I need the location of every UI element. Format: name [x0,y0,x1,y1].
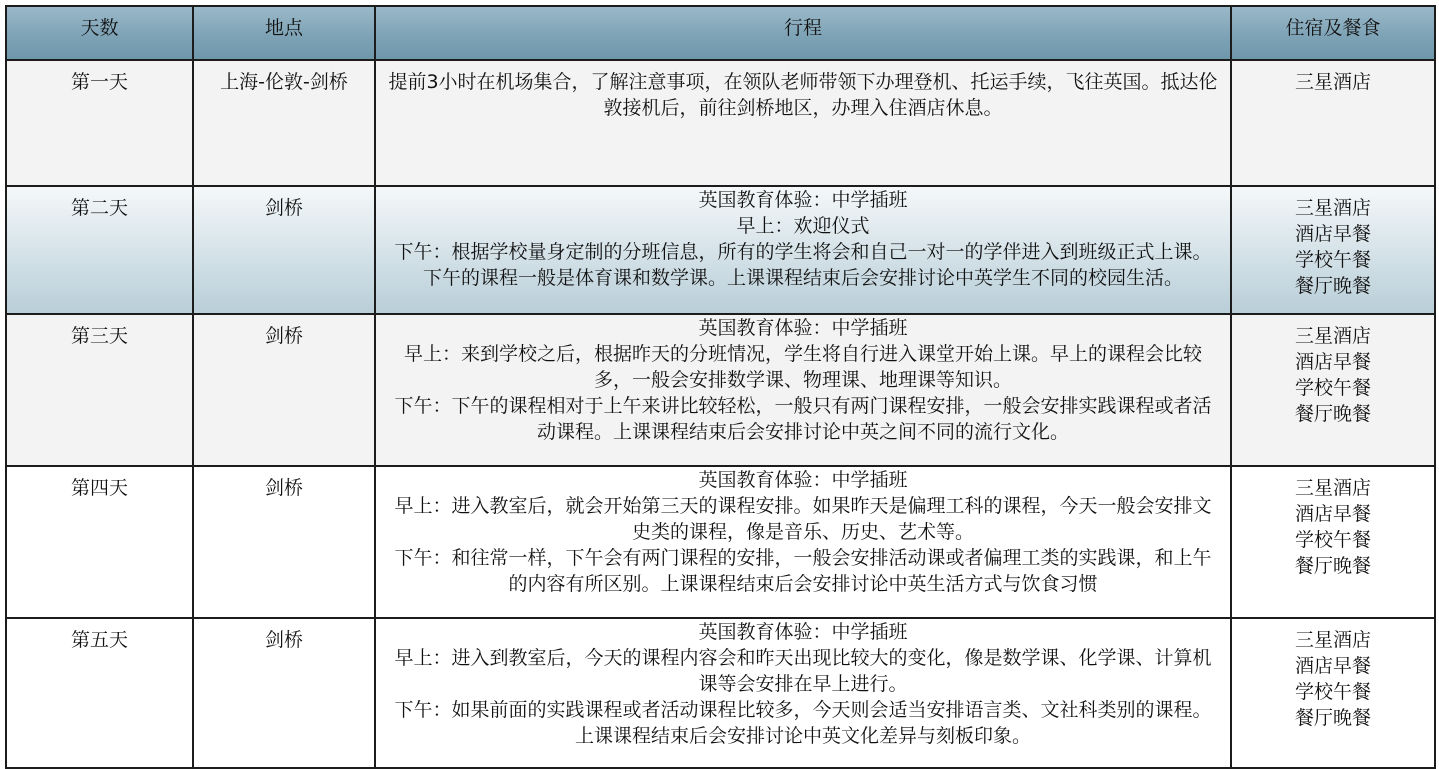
lodging-cell [1231,618,1435,768]
plan-line: 提前3小时在机场集合，了解注意事项，在领队老师带领下办理登机、托运手续，飞往英国。抵达伦敦接机后，前往剑桥地区，办理入住酒店休息。 [388,71,1218,119]
plan-line: 英国教育体验：中学插班 [698,189,908,211]
plan-line: 早上：来到学校之后，根据昨天的分班情况，学生将自行进入课堂开始上课。早上的课程会比较多，一般会安排数学课、物理课、地理课等知识。 [403,343,1202,391]
header-lodging: 住宿及餐食 [1231,6,1435,60]
place-cell [193,186,375,314]
table-row [6,186,1435,314]
place-cell [193,466,375,618]
plan-line: 下午：下午的课程相对于上午来讲比较轻松，一般只有两门课程安排，一般会安排实践课程或者活动课程。上课课程结束后会安排讨论中英之间不同的流行文化。 [394,395,1212,443]
place-label: 剑桥 [264,325,303,347]
day-cell [6,314,193,466]
day-label: 第五天 [70,629,128,651]
lodging-item: 学校午餐 [1294,377,1371,399]
table-row [6,60,1435,186]
day-label: 第一天 [70,71,128,93]
place-label: 剑桥 [264,477,303,499]
plan-line: 下午：如果前面的实践课程或者活动课程比较多，今天则会适当安排语言类、文社科类别的课程。上课课程结束后会安排讨论中英文化差异与刻板印象。 [394,699,1212,747]
plan-line: 早上：进入到教室后，今天的课程内容会和昨天出现比较大的变化，像是数学课、化学课、计算机课等会安排在早上进行。 [394,647,1212,695]
plan-line: 早上：欢迎仪式 [736,215,870,237]
lodging-item: 三星酒店 [1294,477,1371,499]
plan-cell [375,618,1231,768]
plan-cell [375,466,1231,618]
place-cell [193,60,375,186]
table-row [6,314,1435,466]
header-place: 地点 [193,6,375,60]
header-row [6,6,1435,60]
lodging-item: 餐厅晚餐 [1294,403,1371,425]
place-label: 剑桥 [264,629,303,651]
itinerary-table [5,5,1436,769]
plan-line: 英国教育体验：中学插班 [698,317,908,339]
lodging-item: 酒店早餐 [1294,223,1371,245]
lodging-cell [1231,466,1435,618]
plan-line: 早上：进入教室后，就会开始第三天的课程安排。如果昨天是偏理工科的课程，今天一般会安排文史类的课程，像是音乐、历史、艺术等。 [394,495,1212,543]
plan-line: 英国教育体验：中学插班 [698,469,908,491]
place-cell [193,314,375,466]
header-day: 天数 [6,6,193,60]
day-label: 第三天 [70,325,128,347]
lodging-item: 酒店早餐 [1294,503,1371,525]
lodging-item: 餐厅晚餐 [1294,275,1371,297]
lodging-item: 三星酒店 [1294,71,1371,93]
lodging-item: 酒店早餐 [1294,655,1371,677]
lodging-item: 三星酒店 [1294,325,1371,347]
place-label: 上海-伦敦-剑桥 [220,71,348,93]
day-cell [6,60,193,186]
plan-line: 下午：根据学校量身定制的分班信息，所有的学生将会和自己一对一的学伴进入到班级正式上课。下午的课程一般是体育课和数学课。上课课程结束后会安排讨论中英学生不同的校园生活。 [394,241,1212,289]
lodging-item: 三星酒店 [1294,629,1371,651]
header-plan: 行程 [375,6,1231,60]
lodging-item: 三星酒店 [1294,197,1371,219]
place-cell [193,618,375,768]
lodging-item: 学校午餐 [1294,681,1371,703]
plan-cell [375,186,1231,314]
plan-cell [375,314,1231,466]
place-label: 剑桥 [264,197,303,219]
lodging-item: 学校午餐 [1294,249,1371,271]
plan-line: 下午：和往常一样，下午会有两门课程的安排，一般会安排活动课或者偏理工类的实践课，和上午的内容有所区别。上课课程结束后会安排讨论中英生活方式与饮食习惯 [394,547,1212,595]
day-cell [6,186,193,314]
lodging-item: 餐厅晚餐 [1294,707,1371,729]
lodging-item: 酒店早餐 [1294,351,1371,373]
day-label: 第二天 [70,197,128,219]
lodging-cell [1231,60,1435,186]
day-cell [6,618,193,768]
lodging-cell [1231,186,1435,314]
lodging-item: 学校午餐 [1294,529,1371,551]
plan-cell [375,60,1231,186]
table-row [6,618,1435,768]
day-label: 第四天 [70,477,128,499]
table-row [6,466,1435,618]
day-cell [6,466,193,618]
plan-line: 英国教育体验：中学插班 [698,621,908,643]
lodging-cell [1231,314,1435,466]
lodging-item: 餐厅晚餐 [1294,555,1371,577]
